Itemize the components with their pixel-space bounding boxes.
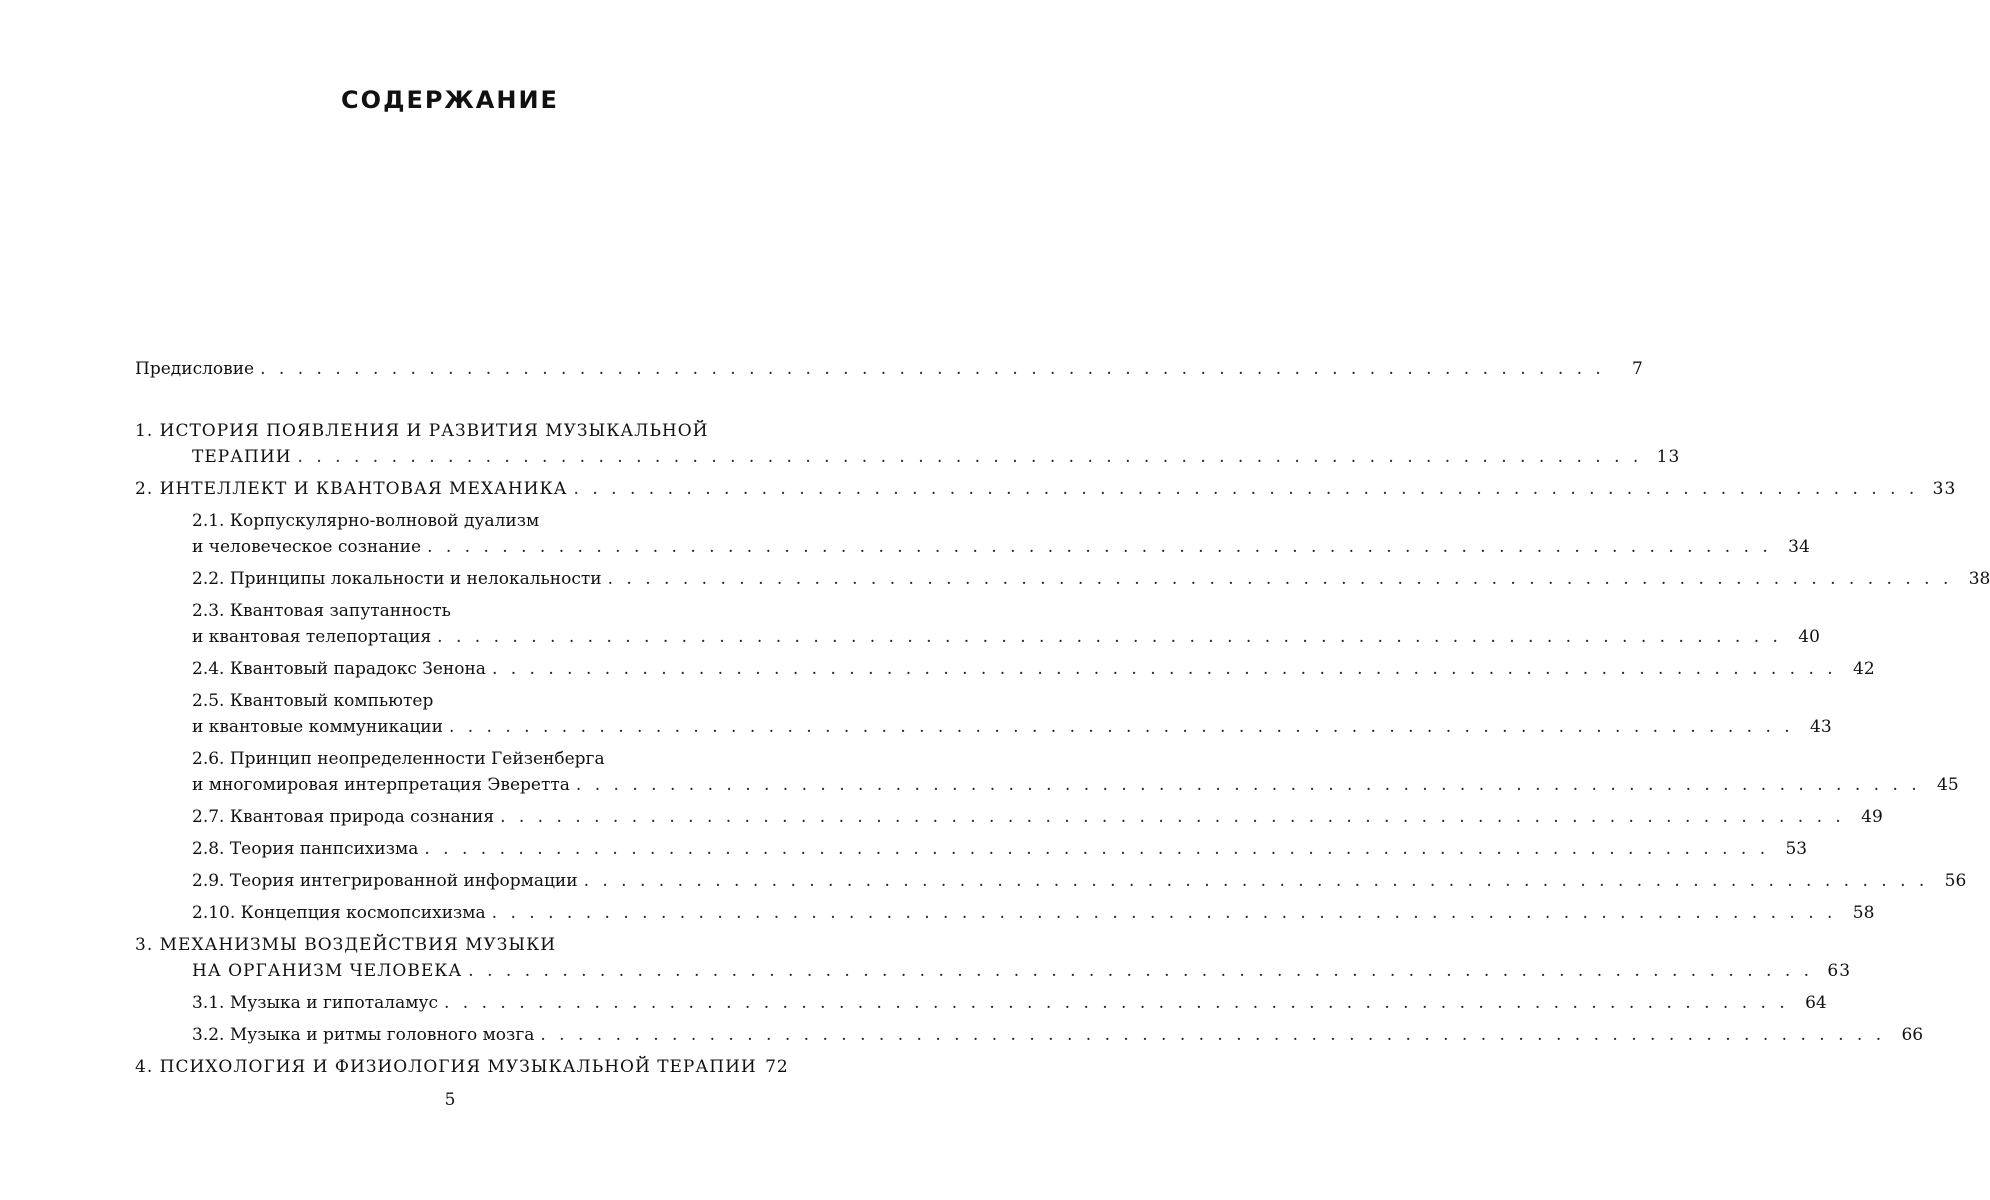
leader-dots: . . . . . . . . . . . . . . . . . . . . . . . . . . . . . . . . . . . . . . . . . . . . . . . . . . . . . . . . . . . . . . . . . . . . . . . .	[573, 479, 1919, 499]
toc-page-number: 38	[1968, 569, 1990, 589]
toc-entry-section-2-2[interactable]	[135, 566, 1990, 592]
toc-page-number: 34	[1788, 537, 1810, 557]
leader-dots: . . . . . . . . . . . . . . . . . . . . . . . . . . . . . . . . . . . . . . . . . . . . . . . . . . . . . . . . . . . . . . . . . . . . . . . .	[427, 537, 1772, 557]
toc-entry-chapter-2[interactable]	[135, 476, 1957, 502]
leader-dots: . . . . . . . . . . . . . . . . . . . . . . . . . . . . . . . . . . . . . . . . . . . . . . . . . . . . . . . . . . . . . . . . . . . . . . . .	[443, 993, 1789, 1013]
leader-dots: . . . . . . . . . . . . . . . . . . . . . . . . . . . . . . . . . . . . . . . . . . . . . . . . . . . . . . . . . . . . . . . . . . . . . . . .	[297, 447, 1643, 467]
toc-page-number: 64	[1805, 993, 1827, 1013]
toc-page-number: 40	[1798, 627, 1820, 647]
leader-dots: . . . . . . . . . . . . . . . . . . . . . . . . . . . . . . . . . . . . . . . . . . . . . . . . . . . . . . . . . . . . . . . . . . . . . . . .	[500, 807, 1845, 827]
toc-entry-section-3-1[interactable]	[135, 990, 1827, 1016]
toc-entry-label: 2.2. Принципы локальности и нелокальности	[192, 569, 602, 589]
toc-entry-label-continued: и квантовая телепортация	[192, 627, 432, 647]
toc-entry-section-2-6[interactable]	[135, 746, 1959, 798]
toc-page-number: 33	[1932, 479, 1957, 499]
toc-entry-section-2-10[interactable]	[135, 900, 1875, 926]
toc-page-number: 7	[1632, 359, 1643, 379]
toc-entry-section-2-3[interactable]	[135, 598, 1820, 650]
toc-entry-label: 3.1. Музыка и гипоталамус	[192, 993, 438, 1013]
toc-entry-section-2-4[interactable]	[135, 656, 1875, 682]
leader-dots: . . . . . . . . . . . . . . . . . . . . . . . . . . . . . . . . . . . . . . . . . . . . . . . . . . . . . . . . . . . . . . . . . . . . . . . .	[437, 627, 1782, 647]
leader-dots: . . . . . . . . . . . . . . . . . . . . . . . . . . . . . . . . . . . . . . . . . . . . . . . . . . . . . . . . . . . . . . . . . . . . . . . .	[540, 1025, 1886, 1045]
toc-entry-section-2-8[interactable]	[135, 836, 1808, 862]
toc-page-number: 49	[1861, 807, 1883, 827]
toc-entry-label: 3.2. Музыка и ритмы головного мозга	[192, 1025, 535, 1045]
leader-dots: . . . . . . . . . . . . . . . . . . . . . . . . . . . . . . . . . . . . . . . . . . . . . . . . . . . . . . . . . . . . . . . . . . . . . . . .	[491, 659, 1837, 679]
toc-entry-section-2-9[interactable]	[135, 868, 1967, 894]
leader-dots: . . . . . . . . . . . . . . . . . . . . . . . . . . . . . . . . . . . . . . . . . . . . . . . . . . . . . . . . . . . . . . . . . . . . . . . .	[491, 903, 1837, 923]
toc-page-number: 56	[1944, 871, 1967, 891]
toc-entry-section-2-5[interactable]	[135, 688, 1832, 740]
toc-entry-label: 4. ПСИХОЛОГИЯ И ФИЗИОЛОГИЯ МУЗЫКАЛЬНОЙ ТЕРАПИИ	[135, 1057, 757, 1077]
toc-entry-label: 3. МЕХАНИЗМЫ ВОЗДЕЙСТВИЯ МУЗЫКИ	[135, 935, 557, 955]
leader-dots: . . . . . . . . . . . . . . . . . . . . . . . . . . . . . . . . . . . . . . . . . . . . . . . . . . . . . . . . . . . . . . . . . . . . . . . .	[448, 717, 1794, 737]
toc-entry-label: 2.8. Теория панпсихизма	[192, 839, 419, 859]
toc-entry-chapter-4[interactable]	[135, 1054, 789, 1080]
toc-entry-label-continued: и многомировая интерпретация Эверетта	[192, 775, 570, 795]
toc-entry-label: 2.4. Квантовый парадокс Зенона	[192, 659, 486, 679]
toc-entry-label: 2.9. Теория интегрированной информации	[192, 871, 578, 891]
toc-entry-label-continued: и человеческое сознание	[192, 537, 422, 557]
toc-entry-label-continued: НА ОРГАНИЗМ ЧЕЛОВЕКА	[192, 961, 463, 981]
toc-page-number: 63	[1827, 961, 1852, 981]
table-of-contents	[135, 356, 1990, 1080]
leader-dots: . . . . . . . . . . . . . . . . . . . . . . . . . . . . . . . . . . . . . . . . . . . . . . . . . . . . . . . . . . . . . . . . . . . . . . . .	[260, 359, 1605, 379]
toc-entry-label-continued: ТЕРАПИИ	[192, 447, 292, 467]
toc-page-number: 72	[765, 1057, 789, 1077]
toc-entry-chapter-1[interactable]	[135, 418, 1681, 470]
leader-dots: . . . . . . . . . . . . . . . . . . . . . . . . . . . . . . . . . . . . . . . . . . . . . . . . . . . . . . . . . . . . . . . . . . . . . . . .	[424, 839, 1770, 859]
toc-entry-label: 2.3. Квантовая запутанность	[192, 601, 451, 621]
toc-entry-label: 2.1. Корпускулярно-волновой дуализм	[192, 511, 540, 531]
toc-entry-label: Предисловие	[135, 359, 255, 379]
leader-dots: . . . . . . . . . . . . . . . . . . . . . . . . . . . . . . . . . . . . . . . . . . . . . . . . . . . . . . . . . . . . . . . . . . . . . . . .	[468, 961, 1814, 981]
toc-page-number: 45	[1937, 775, 1959, 795]
toc-page-number: 13	[1656, 447, 1681, 467]
page-number: 5	[444, 1090, 456, 1110]
toc-entry-label-continued: и квантовые коммуникации	[192, 717, 443, 737]
leader-dots: . . . . . . . . . . . . . . . . . . . . . . . . . . . . . . . . . . . . . . . . . . . . . . . . . . . . . . . . . . . . . . . . . . . . . . . .	[575, 775, 1921, 795]
toc-entry-label: 2.5. Квантовый компьютер	[192, 691, 434, 711]
toc-entry-label: 1. ИСТОРИЯ ПОЯВЛЕНИЯ И РАЗВИТИЯ МУЗЫКАЛЬНОЙ	[135, 421, 709, 441]
toc-page-number: 66	[1901, 1025, 1924, 1045]
leader-dots: . . . . . . . . . . . . . . . . . . . . . . . . . . . . . . . . . . . . . . . . . . . . . . . . . . . . . . . . . . . . . . . . . . . . . . . .	[607, 569, 1953, 589]
toc-page-number: 58	[1852, 903, 1875, 923]
toc-entry-label: 2.10. Концепция космопсихизма	[192, 903, 486, 923]
toc-entry-label: 2.6. Принцип неопределенности Гейзенберга	[192, 749, 605, 769]
toc-entry-section-3-2[interactable]	[135, 1022, 1924, 1048]
toc-page-number: 43	[1810, 717, 1832, 737]
toc-entry-label: 2.7. Квантовая природа сознания	[192, 807, 495, 827]
toc-entry-section-2-7[interactable]	[135, 804, 1883, 830]
page-title: СОДЕРЖАНИЕ	[341, 86, 559, 114]
toc-page-number: 53	[1785, 839, 1808, 859]
toc-entry-section-2-1[interactable]	[135, 508, 1810, 560]
toc-entry-chapter-3[interactable]	[135, 932, 1852, 984]
leader-dots: . . . . . . . . . . . . . . . . . . . . . . . . . . . . . . . . . . . . . . . . . . . . . . . . . . . . . . . . . . . . . . . . . . . . . . . .	[583, 871, 1929, 891]
toc-entry-preface[interactable]	[135, 356, 1643, 382]
toc-entry-label: 2. ИНТЕЛЛЕКТ И КВАНТОВАЯ МЕХАНИКА	[135, 479, 568, 499]
toc-page-number: 42	[1853, 659, 1875, 679]
